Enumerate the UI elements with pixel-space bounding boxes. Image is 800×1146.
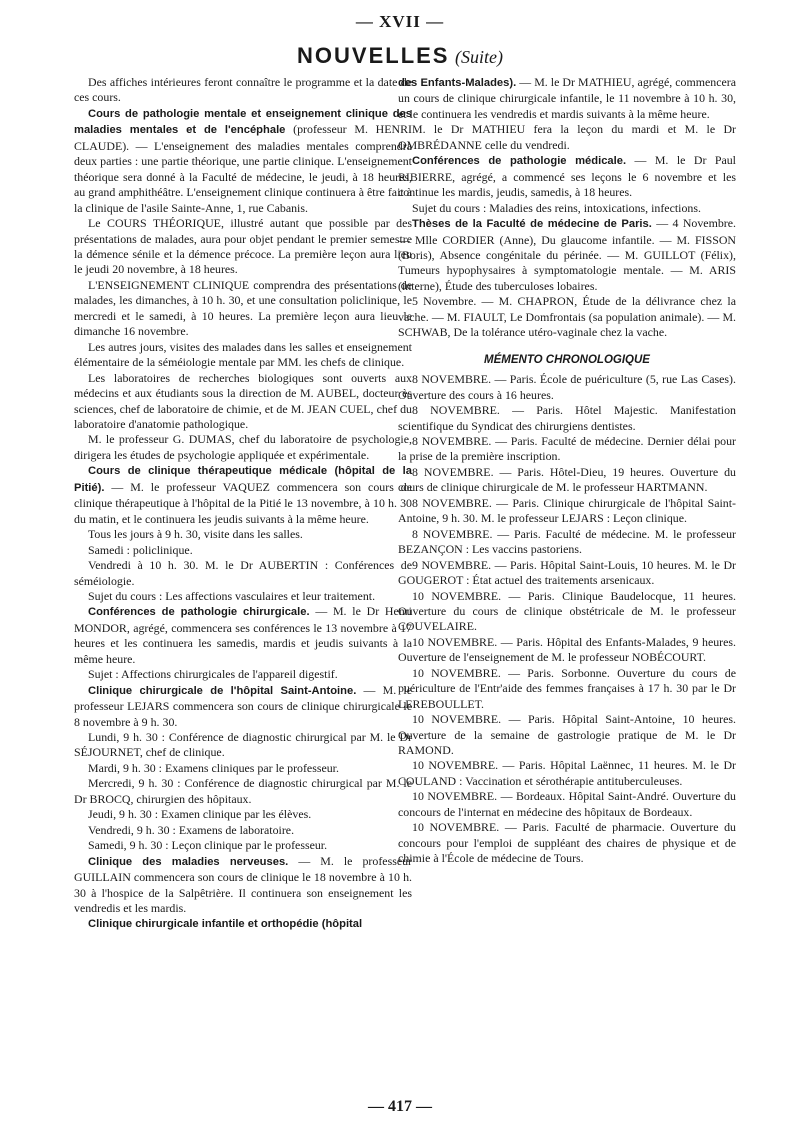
article-text: — M. le professeur LEJARS commencera son cours de clinique chirurgicale le 8 novembre à 9 h. 30. — [74, 682, 413, 729]
article-text: Mercredi, 9 h. 30 : Conférence de diagnostic chirurgical par M. le Dr BROCQ, chirurgien des hôpitaux. — [74, 776, 412, 806]
memento-entry: 10 NOVEMBRE. — Bordeaux. Hôpital Saint-André. Ouverture du concours de l'internat en médecine des hôpitaux de Bordeaux. — [398, 789, 736, 819]
memento-entry: 8 NOVEMBRE. — Paris. Clinique chirurgicale de l'hôpital Saint-Antoine, 9 h. 30. M. le professeur LEJARS : Leçon clinique. — [398, 495, 736, 526]
article-lead: Clinique chirurgicale de l'hôpital Saint-Antoine. — [88, 684, 357, 697]
article-paragraph — [74, 683, 412, 730]
page-number: — 417 — — [368, 1098, 432, 1115]
article-text: — 4 Novembre. — Mlle CORDIER (Anne), Du glaucome infantile. — M. FISSON (Boris), Absence congénitale du périnée. — M. GUILLOT (Félix), Tumeurs hypophysaires à symptomatologie mentale. — M. ARIS (interne), Étude des tuberculoses lobaires. — [398, 216, 736, 293]
article-paragraph — [398, 75, 736, 122]
article-text: — M. le Dr MATHIEU, agrégé, commencera un cours de clinique chirurgicale infantile, le 11 novembre à 10 h. 30, et le continuera les vendredis et mardis suivants à la même heure. — [398, 75, 736, 121]
article-text: — M. le professeur GUILLAIN commencera son cours de clinique le 18 novembre à 10 h. 30 à l'hospice de la Salpêtrière. Il continuera son enseignement les vendredis et les mardis. — [74, 853, 413, 916]
article-paragraph — [74, 916, 412, 932]
article-text: M. le professeur G. DUMAS, chef du laboratoire de psychologie, dirigera les études de psychologie appliquée et expérimentale. — [74, 432, 412, 462]
article-text: Samedi, 9 h. 30 : Leçon clinique par le professeur. — [88, 838, 328, 853]
article-text: Tous les jours à 9 h. 30, visite dans les salles. — [88, 527, 303, 542]
article-paragraph — [74, 278, 412, 340]
article-paragraph — [74, 432, 412, 463]
article-text: Les autres jours, visites des malades dans les salles et enseignement élémentaire de la séméiologie mentale par MM. les chefs de clinique. — [74, 339, 412, 370]
article-paragraph — [74, 340, 412, 371]
article-lead: Cours de clinique thérapeutique médicale (hôpital de la Pitié). — [74, 465, 412, 494]
memento-entry: 10 NOVEMBRE. — Paris. Hôpital des Enfants-Malades, 9 heures. Ouverture de l'enseignement de M. le professeur NOBÉCOURT. — [398, 634, 736, 665]
memento-title: MÉMENTO CHRONOLOGIQUE — [484, 353, 650, 366]
memento-entry: 10 NOVEMBRE. — Paris. Hôpital Laënnec, 11 heures. M. le Dr COULAND : Vaccination et sérothérapie antituberculeuses. — [398, 758, 736, 788]
memento-entry: 8 NOVEMBRE. — Paris. École de puériculture (5, rue Las Cases). Ouverture des cours à 16 heures. — [398, 372, 736, 402]
article-paragraph — [74, 589, 412, 604]
article-text: — M. le Dr Paul RIBIERRE, agrégé, a commencé ses leçons le 6 novembre et les continue les mardis, jeudis, samedis, à 18 heures. — [398, 153, 736, 200]
article-text: Mardi, 9 h. 30 : Examens cliniques par le professeur. — [88, 760, 339, 775]
article-text: L'ENSEIGNEMENT CLINIQUE comprendra des présentations de malades, les dimanches, à 10 h. 30, et une consultation policlinique, le mercredi et le samedi, à 10 heures. La première leçon aura lieu le dimanche 16 novembre. — [74, 277, 412, 339]
article-text: — M. le Dr Henri MONDOR, agrégé, commencera ses conférences le 13 novembre à 17 heures et les continuera les samedis, mardis et jeudis suivants à la même heure. — [74, 604, 412, 666]
article-paragraph — [74, 807, 412, 822]
article-paragraph — [74, 75, 412, 106]
article-text: Vendredi, 9 h. 30 : Examens de laboratoire. — [88, 822, 295, 837]
article-paragraph — [74, 527, 412, 542]
right-column — [398, 75, 736, 867]
article-paragraph — [398, 122, 736, 153]
article-lead: Clinique chirurgicale infantile et orthopédie (hôpital — [88, 918, 363, 931]
article-text: Jeudi, 9 h. 30 : Examen clinique par les élèves. — [88, 807, 312, 822]
article-text: 5 Novembre. — M. CHAPRON, Étude de la délivrance chez la vache. — M. FIAULT, Le Domfrontais (sa population animale). — M. SCHWAB, De la tolérance utéro-vaginale chez la vache. — [398, 294, 736, 340]
article-paragraph — [74, 854, 412, 917]
article-text: — M. le professeur VAQUEZ commencera son cours de clinique thérapeutique à l'hôpital de la Pitié le 13 novembre, à 10 h. 30 du matin, et le continuera les jeudis suivants à la même heure. — [74, 479, 412, 526]
article-text: Lundi, 9 h. 30 : Conférence de diagnostic chirurgical par M. le Dr SÉJOURNET, chef de clinique. — [74, 730, 412, 760]
memento-entry: 8 NOVEMBRE. — Paris. Hôtel Majestic. Manifestation scientifique du Syndicat des chirurgiens dentistes. — [398, 403, 736, 433]
article-text: Vendredi à 10 h. 30. M. le Dr AUBERTIN : Conférences de séméiologie. — [74, 558, 412, 588]
article-paragraph — [74, 776, 412, 807]
article-text: (professeur M. HENRI CLAUDE). — L'enseignement des maladies mentales comprendra deux parties : une partie théorique, une partie clinique. L'enseignement théorique sera donné à la Faculté de médecine, le jeudi, à 18 heures, au grand amphithéâtre. L'enseignement clinique continuera à être fait à la clinique de l'asile Sainte-Anne, 1, rue Cabanis. — [74, 122, 412, 215]
article-paragraph — [398, 294, 736, 340]
article-text: Des affiches intérieures feront connaître le programme et la date de ces cours. — [74, 75, 412, 105]
article-paragraph — [74, 106, 412, 216]
article-lead: Cours de pathologie mentale et enseignement clinique des maladies mentales et de l'encéphale — [74, 107, 412, 137]
article-paragraph — [398, 201, 736, 216]
article-paragraph — [398, 153, 736, 200]
memento-entry: 8 NOVEMBRE. — Paris. Faculté de médecine. M. le professeur BEZANÇON : Les vaccins pastoriens. — [398, 526, 736, 557]
article-paragraph — [74, 823, 412, 838]
article-lead: des Enfants-Malades). — [398, 77, 517, 89]
article-text: M. le Dr MATHIEU fera la leçon du mardi et M. le Dr OMBRÉDANNE celle du vendredi. — [398, 122, 736, 152]
article-text: Les laboratoires de recherches biologiques sont ouverts aux médecins et aux étudiants sous la direction de M. AUBEL, docteur ès sciences, chef de laboratoire de chimie, et de M. JEAN CUEL, chef du laboratoire d'anatomie pathologique. — [74, 370, 412, 431]
article-paragraph — [74, 730, 412, 761]
article-lead: Thèses de la Faculté de médecine de Paris. — [412, 218, 652, 231]
article-paragraph — [398, 216, 736, 294]
article-paragraph — [74, 216, 412, 278]
article-text: Sujet : Affections chirurgicales de l'appareil digestif. — [88, 667, 338, 682]
article-paragraph — [74, 838, 412, 853]
article-text: Sujet du cours : Les affections vasculaires et leur traitement. — [88, 588, 376, 603]
memento-list — [398, 372, 736, 867]
memento-entry: 10 NOVEMBRE. — Paris. Faculté de pharmacie. Ouverture du concours pour l'emploi de suppléant des chaires de physique et de chimie à l'École de médecine de Tours. — [398, 820, 736, 866]
memento-entry: 8 NOVEMBRE. — Paris. Hôtel-Dieu, 19 heures. Ouverture du cours de clinique chirurgicale de M. le professeur HARTMANN. — [398, 464, 736, 495]
article-paragraph — [74, 371, 412, 433]
article-paragraph — [74, 604, 412, 667]
article-lead: Conférences de pathologie chirurgicale. — [88, 606, 310, 619]
memento-entry: 10 NOVEMBRE. — Paris. Clinique Baudelocque, 11 heures. Ouverture du cours de clinique obstétricale de M. le professeur COUVELAIRE. — [398, 588, 736, 634]
article-paragraph — [74, 667, 412, 682]
left-column — [74, 75, 412, 933]
memento-entry: 10 NOVEMBRE. — Paris. Sorbonne. Ouverture du cours de puériculture de l'Entr'aide des femmes françaises à 17 h. 30 par le Dr LEREBOULLET. — [398, 665, 736, 711]
section-heading — [0, 43, 800, 70]
article-lead: Clinique des maladies nerveuses. — [88, 855, 289, 868]
memento-entry: 10 NOVEMBRE. — Paris. Hôpital Saint-Antoine, 10 heures. Ouverture de la semaine de gastrologie pratique de M. le Dr RAMOND. — [398, 712, 736, 758]
right-column-paragraphs — [398, 75, 736, 341]
memento-entry: 8 NOVEMBRE. — Paris. Faculté de médecine. Dernier délai pour la prise de la première inscription. — [398, 433, 736, 464]
article-text: Le COURS THÉORIQUE, illustré autant que possible par des présentations de malades, aura pour objet pendant le premier semestre la démence sénile et la démence précoce. La première leçon aura lieu le jeudi 20 novembre, à 18 heures. — [74, 216, 412, 277]
article-paragraph — [74, 761, 412, 776]
article-paragraph — [74, 463, 412, 527]
section-title-suffix: (Suite) — [454, 47, 503, 67]
article-paragraph — [74, 558, 412, 589]
article-text: Sujet du cours : Maladies des reins, intoxications, infections. — [412, 200, 701, 215]
article-paragraph — [74, 543, 412, 558]
roman-folio: — XVII — — [355, 12, 445, 31]
article-text: Samedi : policlinique. — [88, 542, 193, 557]
memento-entry: 9 NOVEMBRE. — Paris. Hôpital Saint-Louis, 10 heures. M. le Dr GOUGEROT : État actuel des traitements arsenicaux. — [398, 557, 736, 588]
article-lead: Conférences de pathologie médicale. — [412, 155, 627, 168]
section-title: NOUVELLES — [297, 43, 450, 68]
